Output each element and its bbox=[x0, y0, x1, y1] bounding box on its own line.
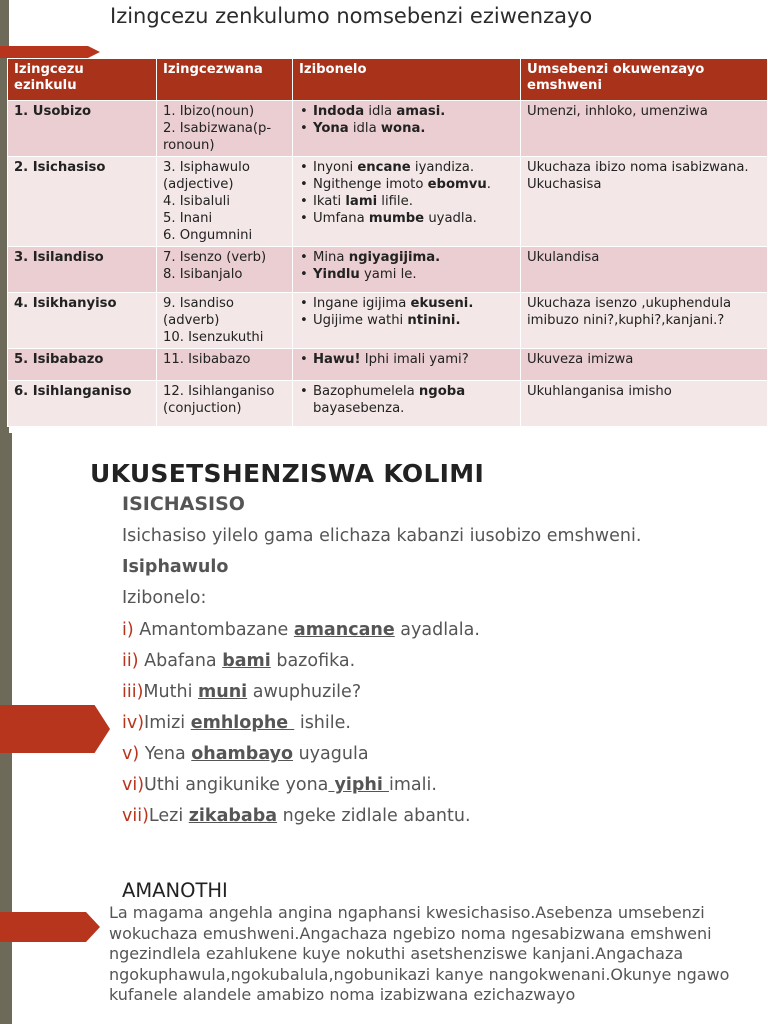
examples-bullets bbox=[299, 249, 514, 283]
example-keyword: mumbe bbox=[368, 211, 425, 226]
example-text: Ngithenge imoto bbox=[313, 177, 428, 192]
subcategory-line: 9. Isandiso (adverb) bbox=[163, 296, 234, 328]
example-adjective: amancane bbox=[293, 620, 395, 640]
example-item bbox=[313, 176, 514, 193]
example-text: bazofika. bbox=[270, 651, 356, 671]
table-row bbox=[8, 247, 768, 293]
example-item bbox=[313, 351, 514, 368]
parts-of-speech-table bbox=[7, 58, 768, 427]
example-item bbox=[313, 159, 514, 176]
function-cell bbox=[521, 101, 768, 157]
subcategory-cell bbox=[157, 293, 293, 349]
example-adjective: zikababa bbox=[188, 806, 278, 826]
example-keyword: encane bbox=[357, 160, 411, 175]
example-keyword: lami bbox=[345, 194, 378, 209]
example-text: Abafana bbox=[138, 651, 223, 671]
examples-bullets bbox=[299, 295, 514, 329]
slide-notes bbox=[0, 865, 768, 1024]
side-bar bbox=[0, 865, 12, 1024]
example-text: idla bbox=[364, 104, 397, 119]
subcategory-line: 2. Isabizwana(p-ronoun) bbox=[163, 121, 272, 153]
function-line: Ukuhlanganisa imisho bbox=[527, 384, 672, 399]
example-text: ngeke zidlale abantu. bbox=[277, 806, 471, 826]
example-item bbox=[313, 103, 514, 120]
example-keyword: Yona bbox=[313, 121, 349, 136]
subcategory-line: 6. Ongumnini bbox=[163, 228, 253, 243]
examples-cell bbox=[293, 101, 521, 157]
example-text: Uthi angikunike yona bbox=[144, 775, 329, 795]
function-line: Ukuveza imizwa bbox=[527, 352, 634, 367]
table-row bbox=[8, 101, 768, 157]
subcategory-line: 10. Isenzukuthi bbox=[163, 330, 264, 345]
definition-text: Isichasiso yilelo gama elichaza kabanzi iusobizo emshweni. bbox=[122, 526, 642, 546]
example-text: yami le. bbox=[359, 267, 417, 282]
example-item bbox=[313, 120, 514, 137]
table-row bbox=[8, 349, 768, 381]
example-keyword: ngoba bbox=[418, 384, 466, 399]
example-keyword: ntinini. bbox=[407, 313, 461, 328]
function-cell bbox=[521, 381, 768, 427]
subcategory-line: 5. Inani bbox=[163, 211, 213, 226]
examples-cell bbox=[293, 349, 521, 381]
example-sentence bbox=[122, 681, 480, 712]
example-item bbox=[313, 266, 514, 283]
example-keyword: Hawu! bbox=[313, 352, 361, 367]
example-keyword: ebomvu bbox=[427, 177, 487, 192]
subcategory-cell bbox=[157, 101, 293, 157]
examples-cell bbox=[293, 381, 521, 427]
examples-bullets bbox=[299, 159, 514, 227]
example-number: iv) bbox=[122, 713, 145, 733]
slide-table bbox=[0, 0, 768, 433]
example-text: Iphi imali yami? bbox=[360, 352, 469, 367]
example-sentence bbox=[122, 619, 480, 650]
example-item bbox=[313, 312, 514, 329]
function-line: Ukuchaza ibizo noma isabizwana. bbox=[527, 160, 749, 175]
example-item bbox=[313, 295, 514, 312]
example-number: v) bbox=[122, 744, 140, 764]
slide-title: AMANOTHI bbox=[122, 879, 228, 902]
example-text: iyandiza. bbox=[410, 160, 475, 175]
part-of-speech-cell: 4. Isikhanyiso bbox=[8, 293, 157, 349]
table-row bbox=[8, 157, 768, 247]
example-text: Bazophumelela bbox=[313, 384, 419, 399]
example-adjective: bami bbox=[222, 651, 271, 671]
table-header-row bbox=[8, 59, 768, 101]
example-sentence bbox=[122, 650, 480, 681]
part-of-speech-cell: 3. Isilandiso bbox=[8, 247, 157, 293]
example-text: imali. bbox=[388, 775, 437, 795]
example-text: lifile. bbox=[377, 194, 413, 209]
example-text: uyagula bbox=[293, 744, 369, 764]
function-cell bbox=[521, 349, 768, 381]
function-cell bbox=[521, 293, 768, 349]
example-text: Lezi bbox=[148, 806, 189, 826]
example-text: awuphuzile? bbox=[247, 682, 362, 702]
subsection-heading: Isiphawulo bbox=[122, 557, 229, 577]
subcategory-line: 11. Isibabazo bbox=[163, 352, 251, 367]
notes-paragraph: La magama angehla angina ngaphansi kwesichasiso.Asebenza umsebenzi wokuchaza emushweni.Angachaza ngebizo noma ngesabizwana emshweni ngezindlela ezahlukene kuye nokuthi asetshenziswe kanjani.Angachaza ngokuphawula,ngokubalula,ngobunikazi kanye nangokwenani.Okunye ngawo kufanele alandele amabizo noma izabizwana ezichazwayo bbox=[109, 903, 730, 1004]
examples-bullets bbox=[299, 383, 514, 417]
header-cell: Izingcezu ezinkulu bbox=[8, 59, 157, 101]
subcategory-line: 7. Isenzo (verb) bbox=[163, 250, 267, 265]
subcategory-line: 3. Isiphawulo (adjective) bbox=[163, 160, 250, 192]
example-text: Mina bbox=[313, 250, 349, 265]
header-cell: Izibonelo bbox=[293, 59, 521, 101]
example-number: iii) bbox=[122, 682, 144, 702]
example-sentence bbox=[122, 774, 480, 805]
example-text: Yena bbox=[139, 744, 192, 764]
example-sentence bbox=[122, 712, 480, 743]
subcategory-line: 8. Isibanjalo bbox=[163, 267, 243, 282]
examples-label: Izibonelo: bbox=[122, 588, 207, 608]
example-keyword: ekuseni. bbox=[410, 296, 474, 311]
example-keyword: Indoda bbox=[313, 104, 365, 119]
part-of-speech-cell: 5. Isibabazo bbox=[8, 349, 157, 381]
example-text: Muthi bbox=[143, 682, 198, 702]
example-text: idla bbox=[348, 121, 381, 136]
example-keyword: wona. bbox=[380, 121, 426, 136]
examples-cell bbox=[293, 157, 521, 247]
example-text: . bbox=[486, 177, 491, 192]
examples-list bbox=[122, 619, 480, 836]
function-cell bbox=[521, 157, 768, 247]
arrow-decoration bbox=[0, 912, 100, 942]
function-line: Umenzi, inhloko, umenziwa bbox=[527, 104, 708, 119]
example-number: ii) bbox=[122, 651, 139, 671]
subcategory-line: 12. Isihlanganiso (conjuction) bbox=[163, 384, 275, 416]
example-adjective: emhlophe bbox=[190, 713, 295, 733]
example-adjective: ohambayo bbox=[191, 744, 294, 764]
example-text: Imizi bbox=[144, 713, 191, 733]
part-of-speech-cell: 2. Isichasiso bbox=[8, 157, 157, 247]
function-line: Ukuchaza isenzo ,ukuphendula imibuzo nini?,kuphi?,kanjani.? bbox=[527, 296, 732, 328]
examples-bullets bbox=[299, 351, 514, 368]
example-keyword: amasi. bbox=[396, 104, 446, 119]
subcategory-cell bbox=[157, 349, 293, 381]
example-item bbox=[313, 210, 514, 227]
example-keyword: Yindlu bbox=[313, 267, 360, 282]
example-keyword: ngiyagijima. bbox=[348, 250, 441, 265]
side-bar bbox=[0, 433, 12, 865]
function-line: Ukulandisa bbox=[527, 250, 600, 265]
examples-bullets bbox=[299, 103, 514, 137]
subcategory-cell bbox=[157, 157, 293, 247]
part-of-speech-cell: 1. Usobizo bbox=[8, 101, 157, 157]
arrow-decoration bbox=[0, 705, 110, 753]
arrow-decoration bbox=[0, 46, 100, 58]
subcategory-cell bbox=[157, 381, 293, 427]
example-text: Ingane igijima bbox=[313, 296, 411, 311]
header-cell: Umsebenzi okuwenzayo emshweni bbox=[521, 59, 768, 101]
example-text: Ikati bbox=[313, 194, 346, 209]
example-sentence bbox=[122, 805, 480, 836]
example-text: Amantombazane bbox=[133, 620, 294, 640]
example-adjective: muni bbox=[198, 682, 248, 702]
example-number: vi) bbox=[122, 775, 145, 795]
example-number: vii) bbox=[122, 806, 149, 826]
example-text: bayasebenza. bbox=[313, 401, 405, 416]
example-text: ayadlala. bbox=[394, 620, 480, 640]
example-text: Inyoni bbox=[313, 160, 358, 175]
example-text: ishile. bbox=[294, 713, 351, 733]
example-item bbox=[313, 193, 514, 210]
slide-language-use bbox=[0, 433, 768, 865]
examples-cell bbox=[293, 247, 521, 293]
example-item bbox=[313, 383, 514, 417]
slide-title: Izingcezu zenkulumo nomsebenzi eziwenzayo bbox=[110, 4, 593, 28]
example-item bbox=[313, 249, 514, 266]
function-cell bbox=[521, 247, 768, 293]
table-row bbox=[8, 381, 768, 427]
example-text: Umfana bbox=[313, 211, 369, 226]
example-adjective: yiphi bbox=[328, 775, 389, 795]
slide-title: UKUSETSHENZISWA KOLIMI bbox=[90, 459, 485, 488]
subcategory-line: 1. Ibizo(noun) bbox=[163, 104, 255, 119]
part-of-speech-cell: 6. Isihlanganiso bbox=[8, 381, 157, 427]
header-cell: Izingcezwana bbox=[157, 59, 293, 101]
example-text: uyadla. bbox=[424, 211, 477, 226]
table-row bbox=[8, 293, 768, 349]
example-number: i) bbox=[122, 620, 134, 640]
example-text: Ugijime wathi bbox=[313, 313, 408, 328]
subcategory-line: 4. Isibaluli bbox=[163, 194, 230, 209]
function-line: Ukuchasisa bbox=[527, 177, 602, 192]
section-heading: ISICHASISO bbox=[122, 493, 245, 515]
examples-cell bbox=[293, 293, 521, 349]
example-sentence bbox=[122, 743, 480, 774]
subcategory-cell bbox=[157, 247, 293, 293]
